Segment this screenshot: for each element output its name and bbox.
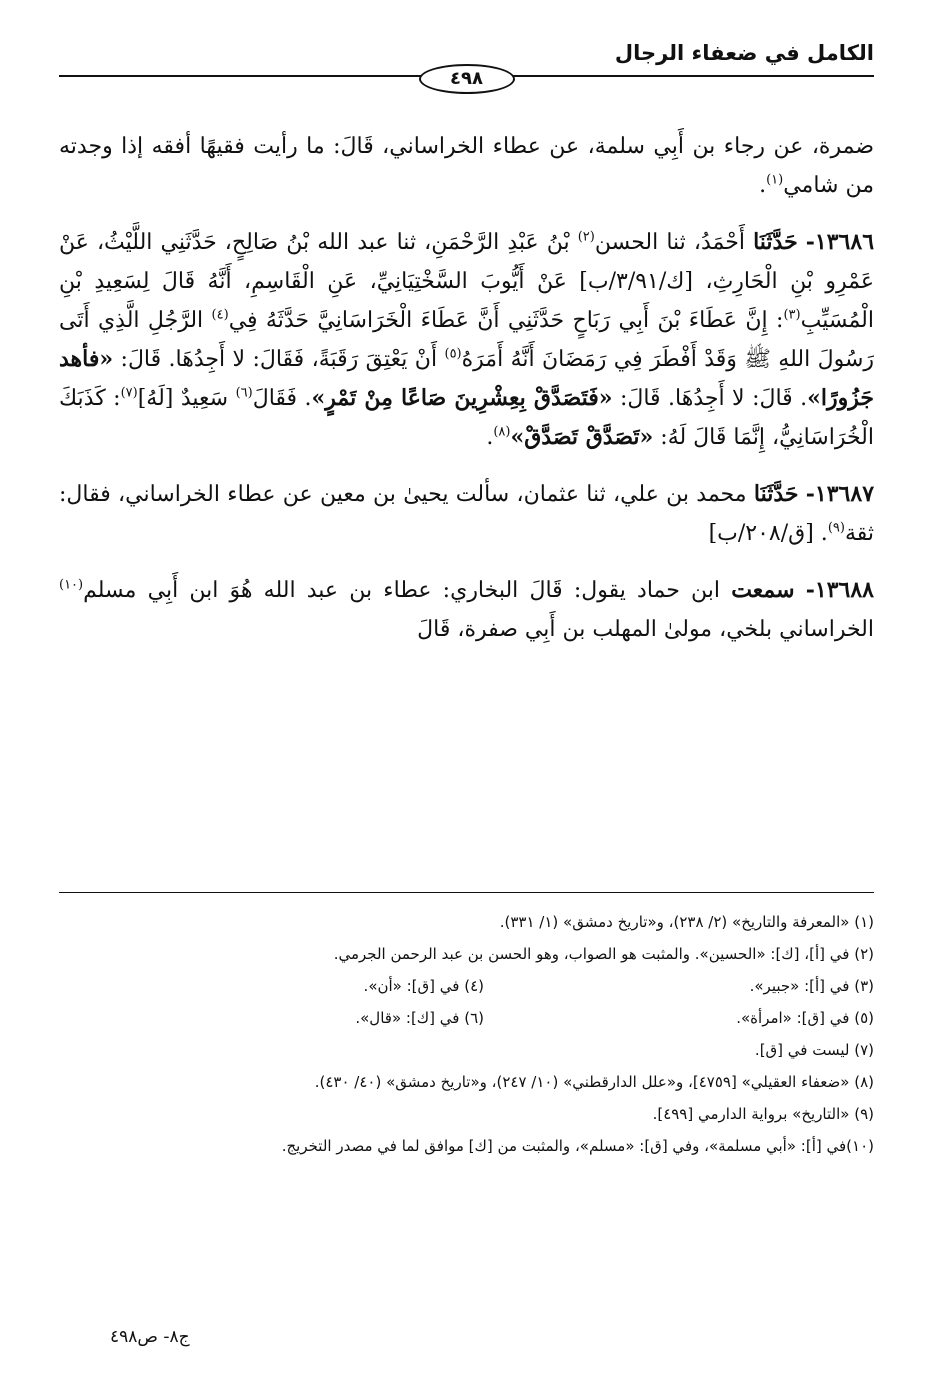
hadith-text: . — [486, 425, 494, 450]
footnote-3: (٣) في [أ]: «جبير». — [749, 977, 874, 995]
footnote-ref-2: (٢) — [577, 229, 595, 245]
paragraph-continuation — [59, 127, 874, 205]
prophetic-quote: «تَصَدَّقْ تَصَدَّقْ» — [510, 424, 654, 450]
prophetic-quote: «فأهد جَزُورًا» — [59, 346, 875, 411]
footnote-6: (٦) في [ك]: «قال». — [355, 1009, 484, 1027]
running-title: الكامل في ضعفاء الرجال — [614, 41, 874, 65]
footnote-ref-8: (٨) — [493, 424, 511, 440]
footnote-row — [59, 1002, 874, 1034]
hadith-number: ١٣٦٨٦- — [805, 229, 875, 255]
hadith-text: : إِنَّ عَطَاءَ بْنَ أَبِي رَبَاحٍ حَدَّثَنِي أَنَّ عَطَاءَ الْخَرَاسَانِيَّ حَدَّثَهُ فِي — [228, 308, 784, 333]
footnote-ref-7: (٧) — [120, 385, 138, 401]
hadith-text: الخراساني بلخي، مولىٰ المهلب بن أَبِي صفرة، قَالَ — [417, 617, 874, 642]
prophetic-quote: «فَتَصَدَّقْ بِعِشْرِينَ صَاعًا مِنْ تَمْرٍ» — [311, 385, 613, 411]
hadith-text: الرَّجُلِ الَّذِي أَتَى رَسُولَ اللهِ ﷺ وَقَدْ أَفْطَرَ فِي رَمَضَانَ أَنَّهُ أَمَرَهُ — [59, 308, 874, 372]
page-number: ٤٩٨ — [419, 64, 515, 94]
narration-keyword: سمعت — [731, 577, 795, 603]
hadith-text: ابن حماد يقول: قَالَ البخاري: عطاء بن عبد الله هُوَ ابن أَبِي مسلم — [83, 578, 721, 603]
footnote-ref-10: (١٠) — [59, 577, 84, 593]
narration-keyword: حَدَّثَنَا — [753, 481, 799, 507]
hadith-text: . فَقَالَ — [252, 386, 312, 411]
footnote-7: (٧) ليست في [ق]. — [754, 1041, 874, 1059]
hadith-text: أَنْ يَعْتِقَ رَقَبَةً، فَقَالَ: لا أَجِدُهَا. قَالَ: — [120, 347, 438, 372]
hadith-text: بْنُ عَبْدِ الرَّحْمَنِ، ثنا عبد الله بْنُ صَالِحٍ، حَدَّثَنِي اللَّيْثُ، عَنْ عَمْرِو بْنِ الْحَارِثِ، [ك/٣/٩١/ب] عَنْ أَيُّوبَ السَّخْتِيَانِيِّ، عَنِ الْقَاسِمِ، أَنَّهُ قَالَ لِسَعِيدِ بْنِ الْمُسَيِّبِ — [59, 230, 874, 333]
hadith-text: محمد بن علي، ثنا عثمان، سألت يحيىٰ بن معين عن عطاء الخراساني، فقال: ثقة — [59, 482, 874, 546]
footnote-ref-9: (٩) — [827, 520, 845, 536]
footnote-ref-3: (٣) — [783, 307, 801, 323]
hadith-text: : كَذَبَكَ الْخُرَاسَانِيُّ، إِنَّمَا قَالَ لَهُ: — [59, 386, 874, 450]
footnote-ref-4: (٤) — [211, 307, 229, 323]
footnote-separator — [59, 892, 874, 893]
footnote-4: (٤) في [ق]: «أن». — [363, 977, 484, 995]
paragraph-text: . — [759, 173, 767, 198]
footnote-10: (١٠)في [أ]: «أبي مسلمة»، وفي [ق]: «مسلم»، والمثبت من [ك] موافق لما في مصدر التخريج. — [281, 1137, 874, 1155]
footnote-5: (٥) في [ق]: «امرأة». — [736, 1009, 874, 1027]
hadith-13688 — [59, 571, 874, 649]
footnote-2: (٢) في [أ]، [ك]: «الحسين». والمثبت هو الصواب، وهو الحسن بن عبد الرحمن الجرمي. — [333, 945, 874, 963]
page-header — [59, 38, 874, 108]
hadith-13687 — [59, 475, 874, 553]
footnote-ref-6: (٦) — [235, 385, 253, 401]
footnote-ref-1: (١) — [766, 172, 784, 188]
hadith-number: ١٣٦٨٧- — [805, 481, 875, 507]
footnote-1: (١) «المعرفة والتاريخ» (٢/ ٢٣٨)، و«تاريخ دمشق» (١/ ٣٣١). — [499, 913, 874, 931]
hadith-text: . [ق/٢٠٨/ب] — [708, 521, 828, 546]
footnote-8: (٨) «ضعفاء العقيلي» [٤٧٥٩]، و«علل الدارقطني» (١٠/ ٢٤٧)، و«تاريخ دمشق» (٤٠/ ٤٣٠). — [314, 1073, 874, 1091]
hadith-text: أَحْمَدُ، ثنا الحسن — [594, 230, 745, 255]
hadith-text: . قَالَ: لا أَجِدُهَا. قَالَ: — [619, 386, 808, 411]
footnote-ref-5: (٥) — [444, 346, 462, 362]
footnote-row — [59, 970, 874, 1002]
narration-keyword: حَدَّثَنَا — [753, 229, 798, 255]
hadith-text: سَعِيدٌ [لَهُ] — [137, 386, 229, 411]
volume-page-marker: ج٨- ص٤٩٨ — [110, 1327, 190, 1347]
hadith-number: ١٣٦٨٨- — [805, 577, 874, 603]
footnotes — [59, 906, 874, 1162]
hadith-13686 — [59, 223, 874, 457]
footnote-9: (٩) «التاريخ» برواية الدارمي [٤٩٩]. — [652, 1105, 874, 1123]
main-text — [59, 127, 874, 667]
paragraph-text: ضمرة، عن رجاء بن أَبِي سلمة، عن عطاء الخراساني، قَالَ: ما رأيت فقيهًا أفقه إذا وجدته من شامي — [59, 134, 874, 198]
